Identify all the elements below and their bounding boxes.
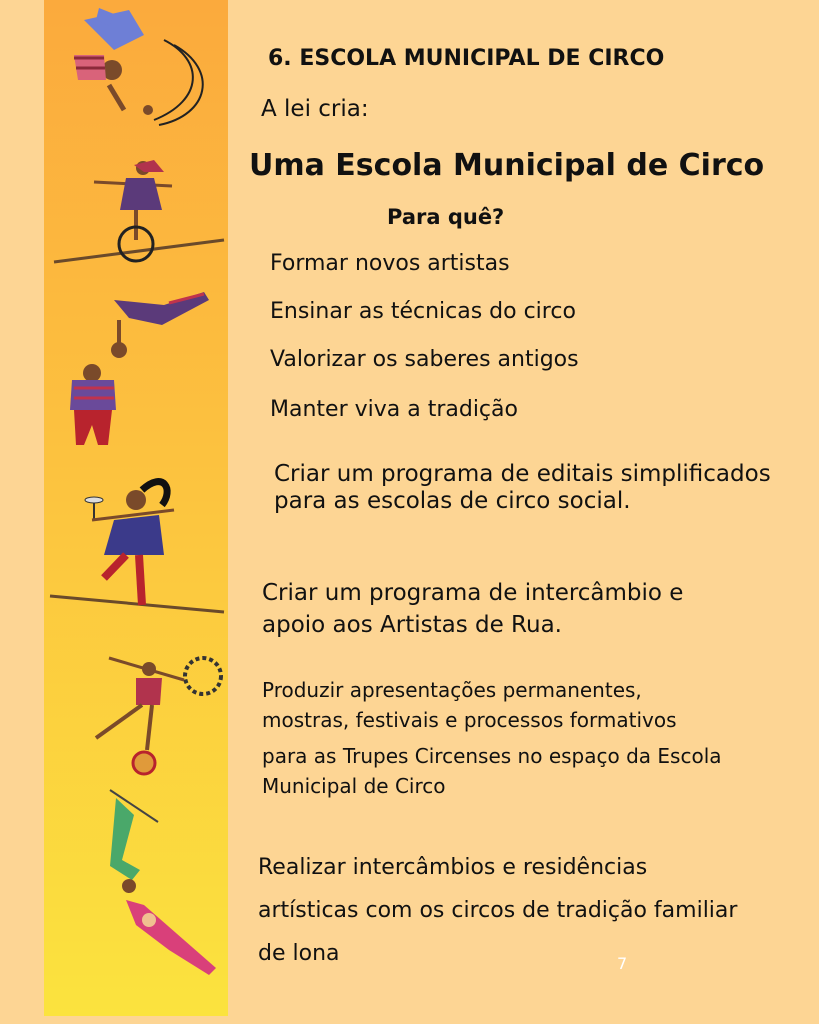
action-presentations: Produzir apresentações permanentes, mostras, festivais e processos formativos [262,678,677,732]
unicycle-tightrope-icon [54,160,224,262]
action-editais: Criar um programa de editais simplificados para as escolas de circo social. [274,461,771,514]
section-heading: 6. ESCOLA MUNICIPAL DE CIRCO [268,46,665,71]
hand-balance-acrobats-icon [70,292,209,445]
main-title: Uma Escola Municipal de Circo [249,148,765,183]
trapeze-acrobat-icon [74,8,203,125]
illustration-strip [44,0,228,1016]
purpose-item: Valorizar os saberes antigos [270,347,579,372]
page-number: 7 [617,954,628,973]
action-street-artists: Criar um programa de intercâmbio e apoio aos Artistas de Rua. [262,580,684,638]
ball-hoop-balancer-icon [96,658,221,774]
action-residencies: Realizar intercâmbios e residências artísticas com os circos de tradição familiar de lona [258,855,738,966]
question-heading: Para quê? [387,205,505,229]
purpose-item: Manter viva a tradição [270,397,518,422]
action-troupes: para as Trupes Circenses no espaço da Escola Municipal de Circo [262,744,722,798]
intro-text: A lei cria: [261,96,369,122]
purpose-item: Formar novos artistas [270,251,510,276]
tightrope-plate-spinner-icon [50,482,224,612]
purpose-item: Ensinar as técnicas do circo [270,299,576,324]
hanging-acrobats-icon [110,790,216,975]
